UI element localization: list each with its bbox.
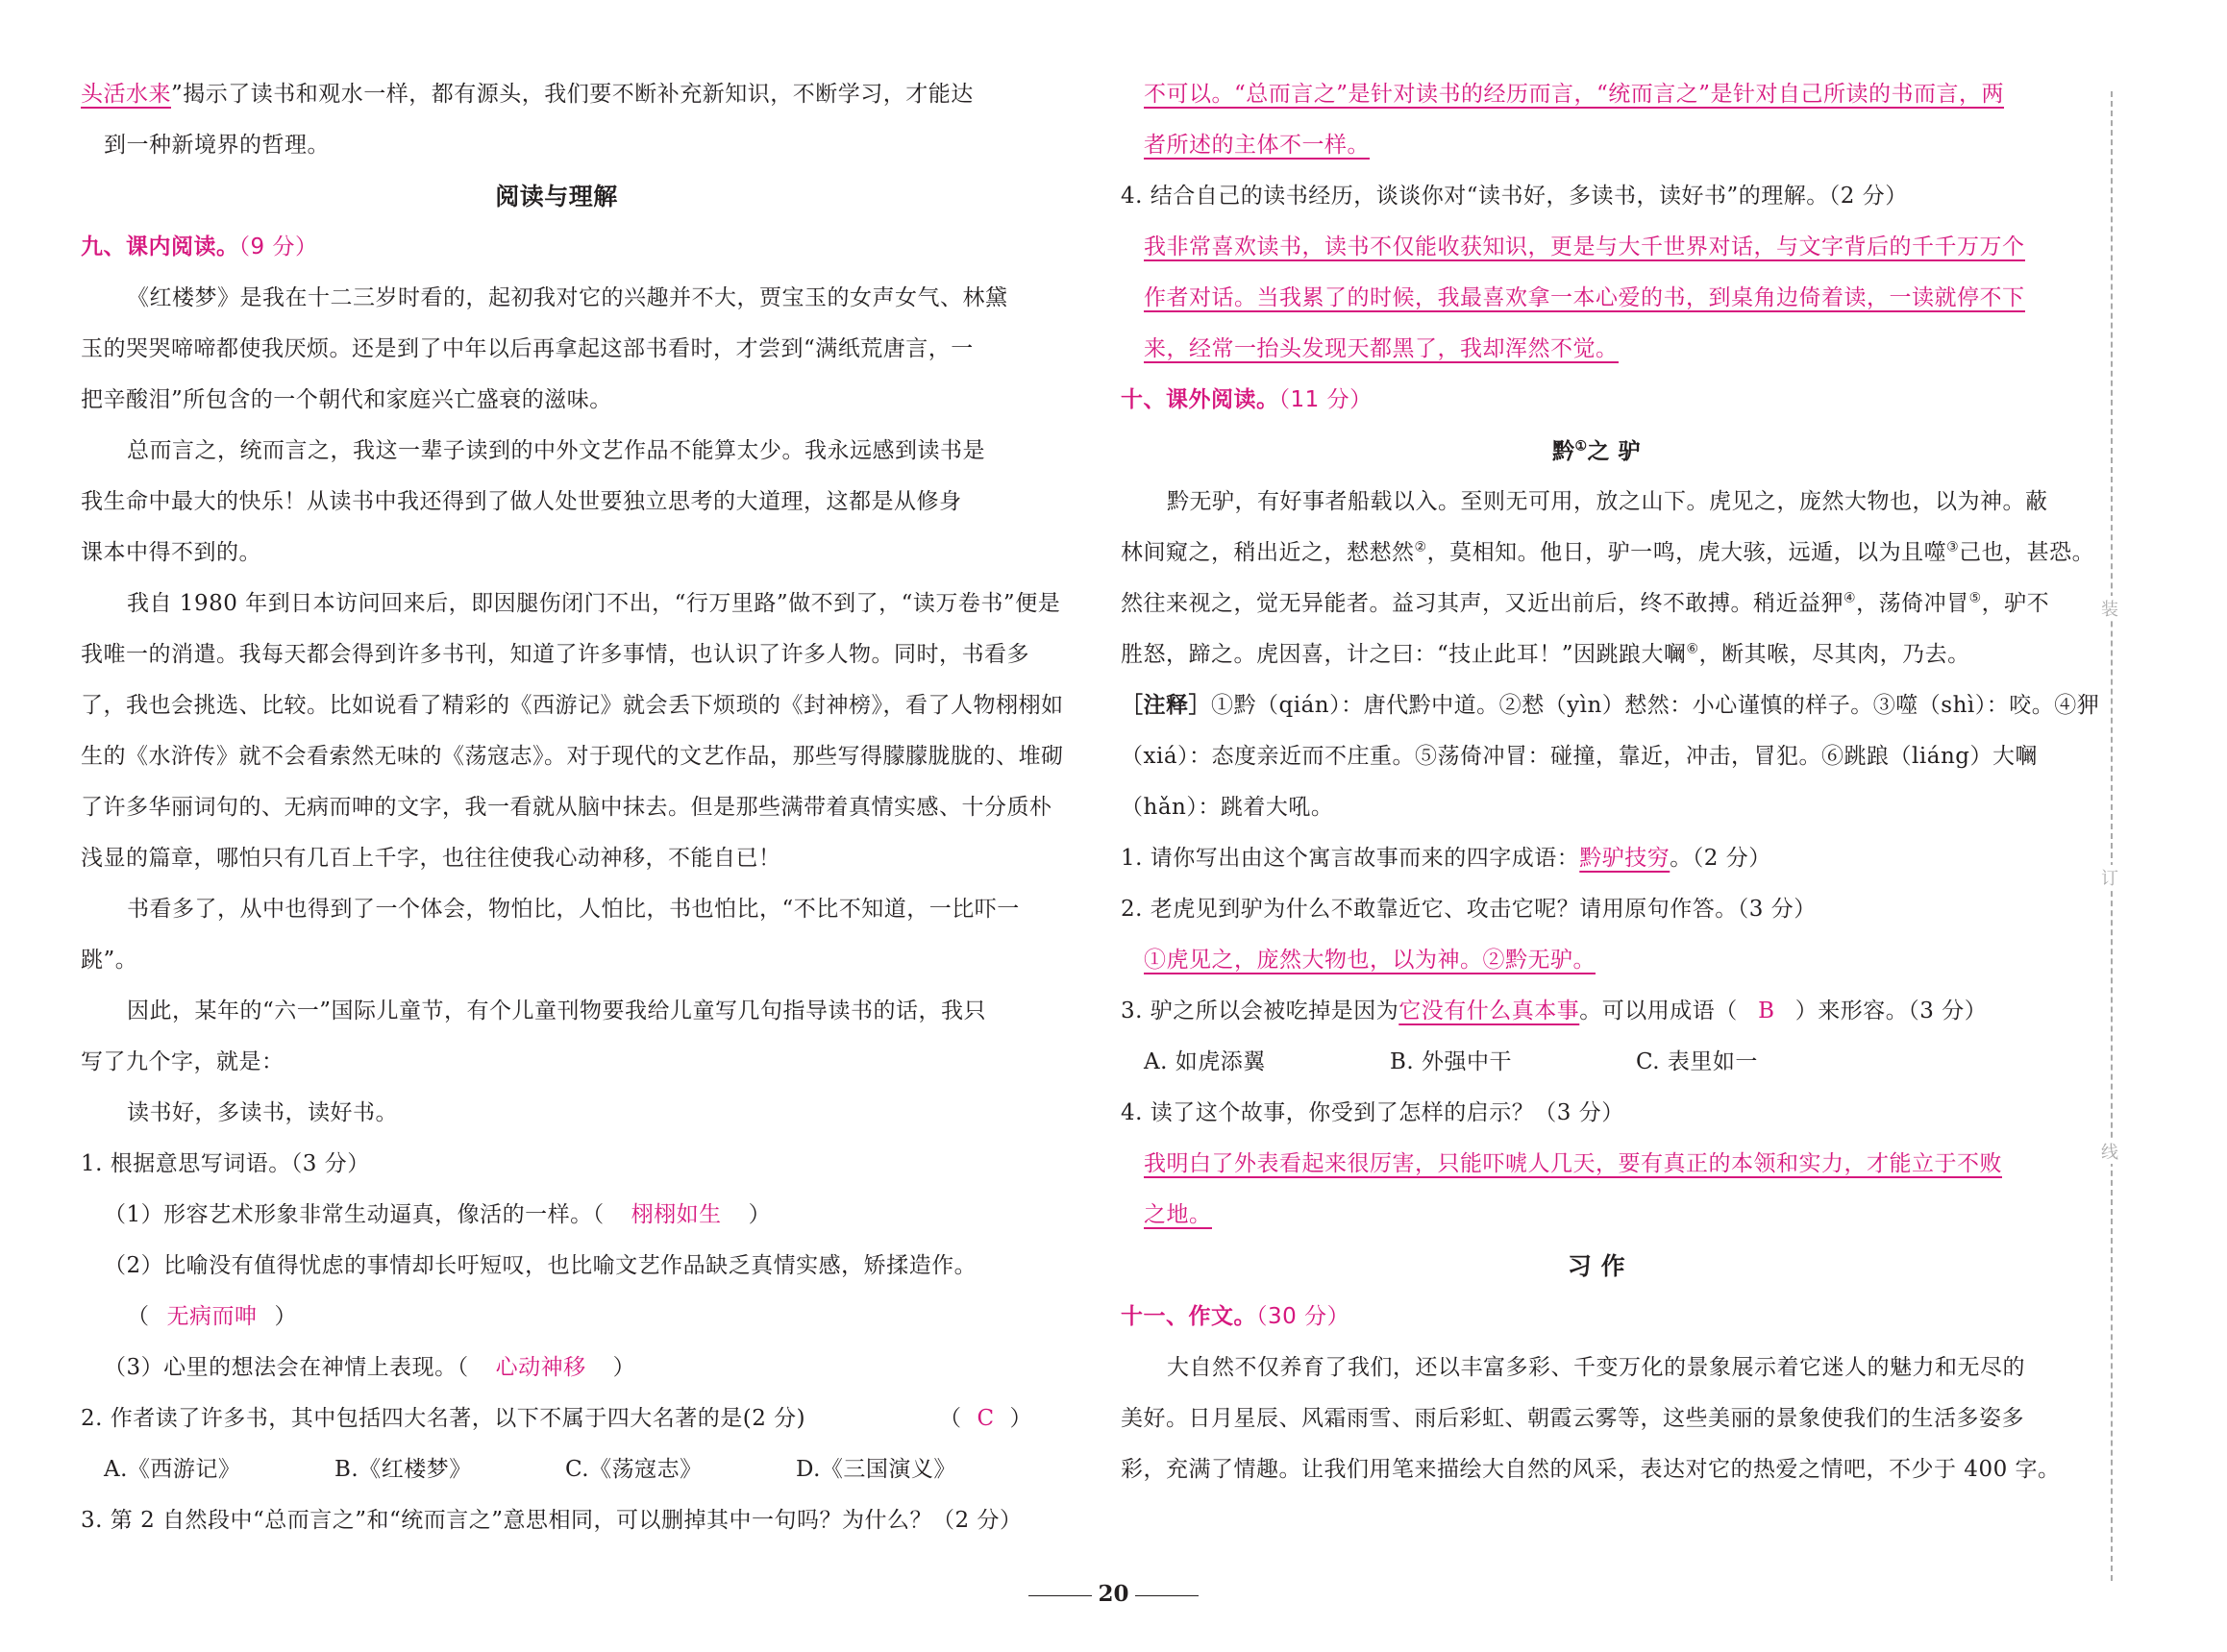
question-text: 。可以用成语（ [1579, 999, 1738, 1023]
composition-line: 彩，充满了情趣。让我们用笔来描绘大自然的风采，表达对它的热爱之情吧，不少于 400 字。 [1121, 1457, 2061, 1482]
line: 到一种新境界的哲理。 [104, 133, 330, 158]
line [81, 69, 1032, 120]
answer-bracket [939, 1393, 1032, 1444]
option-b: B.《红楼梦》 [334, 1457, 472, 1482]
answer-text: 它没有什么真本事 [1398, 999, 1580, 1023]
question-text: ）来形容。（3 分） [1794, 999, 1988, 1023]
question-text: （1）形容艺术形象非常生动逼真，像活的一样。（ [104, 1202, 605, 1227]
question-2 [81, 1393, 1032, 1444]
question-text: 1. 请你写出由这个寓言故事而来的四字成语： [1121, 846, 1580, 871]
paren: ） [1009, 1406, 1032, 1431]
paragraph-line: 把辛酸泪”所包含的一个朝代和家庭兴亡盛衰的滋味。 [81, 387, 612, 412]
question-2-options [81, 1444, 1032, 1495]
paragraph-line: 我生命中最大的快乐！从读书中我还得到了做人处世要独立思考的大道理，这都是从修身 [81, 489, 962, 514]
answer-blank: 无病而呻 [166, 1304, 258, 1329]
option-c: C.《荡寇志》 [565, 1457, 703, 1482]
notes-label: ［注释］ [1121, 693, 1211, 718]
answer-line [1121, 1190, 2072, 1241]
paragraph-line: 生的《水浒传》就不会看索然无味的《荡寇志》。对于现代的文艺作品，那些写得朦朦胧胧的、堆砌 [81, 744, 1064, 769]
paragraph-line: 玉的哭哭啼啼都使我厌烦。还是到了中年以后再拿起这部书看时，才尝到“满纸荒唐言，一 [81, 336, 974, 361]
paragraph-line: 课本中得不到的。 [81, 540, 261, 565]
story-line [1121, 629, 2072, 680]
text: 林间窥之，稍出近之，慭慭然 [1121, 540, 1415, 565]
section-label: 十一、作文。 [1121, 1304, 1256, 1329]
footer-dash [1028, 1595, 1092, 1596]
answer-blank: 心动神移 [495, 1355, 586, 1380]
paren: ） [748, 1202, 772, 1227]
answer-choice: C [977, 1406, 995, 1431]
title-text: 黔 [1551, 438, 1575, 464]
footnote-mark: ④ [1843, 590, 1857, 606]
option-a: A. 如虎添翼 [1144, 1049, 1266, 1074]
footer-dash [1135, 1595, 1199, 1596]
answer-line [1121, 69, 2072, 120]
page-footer [0, 1581, 2227, 1607]
text: ，荡倚冲冒 [1856, 591, 1969, 616]
text: 己也，甚恐。 [1959, 540, 2095, 565]
section-score: （30 分） [1256, 1304, 1350, 1329]
question-4: 4. 结合自己的读书经历，谈谈你对“读书好，多读书，读好书”的理解。（2 分） [1121, 184, 1908, 209]
text: ，驴不 [1981, 591, 2050, 616]
question-1: 1. 根据意思写词语。（3 分） [81, 1151, 370, 1176]
paragraph-line: 了许多华丽词句的、无病而呻的文字，我一看就从脑中抹去。但是那些满带着真情实感、十分质朴 [81, 795, 1052, 820]
composition-line: 大自然不仅养育了我们，还以丰富多彩、千变万化的景象展示着它迷人的魅力和无尽的 [1167, 1355, 2025, 1380]
answer-choice: B [1758, 999, 1775, 1023]
question-1-2-answer [81, 1292, 1032, 1343]
question-text: 。（2 分） [1670, 846, 1771, 871]
section-title-11 [1121, 1292, 2072, 1343]
paragraph-line: 总而言之，统而言之，我这一辈子读到的中外文艺作品不能算太少。我永远感到读书是 [127, 438, 985, 463]
paragraph-line: 了，我也会挑选、比较。比如说看了精彩的《西游记》就会丢下烦琐的《封神榜》，看了人物栩栩如 [81, 693, 1064, 718]
composition-line: 美好。日月星辰、风霜雨雪、雨后彩虹、朝霞云雾等，这些美丽的景象使我们的生活多姿多 [1121, 1406, 2024, 1431]
answer-text: 来，经常一抬头发现天都黑了，我却浑然不觉。 [1144, 336, 1619, 361]
question-text: 3. 驴之所以会被吃掉是因为 [1121, 999, 1399, 1023]
answer-text: ①虎见之，庞然大物也，以为神。②黔无驴。 [1144, 948, 1596, 973]
reading-question-2: 2. 老虎见到驴为什么不敢靠近它、攻击它呢？请用原句作答。（3 分） [1121, 897, 1817, 922]
binding-line [2111, 91, 2113, 1581]
text: 胜怒，蹄之。虎因喜，计之曰：“技止此耳！”因跳踉大㘎 [1121, 642, 1687, 667]
answer-text: 者所述的主体不一样。 [1144, 133, 1370, 158]
footnote-mark: ⑥ [1686, 641, 1699, 657]
notes-line: （hǎn）：跳着大吼。 [1121, 795, 1334, 820]
story-title [1121, 426, 2072, 477]
answer-text: 不可以。“总而言之”是针对读书的经历而言，“统而言之”是针对自己所读的书而言，两 [1144, 82, 2005, 107]
notes-line [1121, 680, 2100, 731]
section-title-10 [1121, 375, 2072, 426]
question-1-3 [81, 1343, 1032, 1393]
story-line [1121, 528, 2095, 579]
answer-line [1121, 324, 2072, 375]
text: ”揭示了读书和观水一样，都有源头，我们要不断补充新知识，不断学习，才能达 [171, 82, 974, 107]
answer-line [1121, 273, 2072, 324]
option-c: C. 表里如一 [1636, 1049, 1758, 1074]
question-text: （3）心里的想法会在神情上表现。（ [104, 1355, 469, 1380]
title-text: 之 驴 [1587, 438, 1642, 464]
question-text: 2. 作者读了许多书，其中包括四大名著，以下不属于四大名著的是(2 分) [81, 1406, 806, 1431]
story-line: 黔无驴，有好事者船载以入。至则无可用，放之山下。虎见之，庞然大物也，以为神。蔽 [1167, 489, 2048, 514]
answer-line [1121, 935, 2072, 986]
paragraph-line: 跳”。 [81, 948, 138, 973]
option-b: B. 外强中干 [1390, 1049, 1513, 1074]
option-d: D.《三国演义》 [796, 1457, 956, 1482]
paragraph-line: 《红楼梦》是我在十二三岁时看的，起初我对它的兴趣并不大，贾宝玉的女声女气、林黛 [127, 285, 1008, 310]
binding-mark: 订 [2101, 865, 2118, 890]
text: ，莫相知。他日，驴一鸣，虎大骇，远遁，以为且噬 [1426, 540, 1947, 565]
text: 然往来视之，觉无异能者。益习其声，又近出前后，终不敢搏。稍近益狎 [1121, 591, 1843, 616]
footnote-mark: ⑤ [1968, 590, 1982, 606]
reading-question-3-options [1121, 1037, 2072, 1088]
right-column [1121, 69, 2100, 1495]
answer-text: 我非常喜欢读书，读书不仅能收获知识，更是与大千世界对话，与文字背后的千千万万个 [1144, 234, 2025, 259]
binding-mark: 装 [2101, 596, 2118, 621]
answer-line [1121, 1139, 2072, 1190]
paren: （ [127, 1304, 150, 1329]
section-heading: 习 作 [1567, 1252, 1626, 1280]
footnote-mark: ③ [1946, 539, 1960, 555]
answer-line [1121, 222, 2072, 273]
section-label: 十、课外阅读。 [1121, 387, 1279, 412]
option-a: A.《西游记》 [104, 1457, 241, 1482]
section-score: （11 分） [1278, 387, 1373, 412]
paren: ） [274, 1304, 297, 1329]
paragraph-line: 我自 1980 年到日本访问回来后，即因腿伤闭门不出，“行万里路”做不到了，“读万卷书”便是 [127, 591, 1061, 616]
paragraph-line: 因此，某年的“六一”国际儿童节，有个儿童刊物要我给儿童写几句指导读书的话，我只 [127, 999, 987, 1023]
reading-question-3 [1121, 986, 2072, 1037]
question-1-1 [81, 1190, 1032, 1241]
section-heading: 阅读与理解 [495, 183, 618, 210]
section-score: （9 分） [238, 234, 318, 259]
answer-text: 黔驴技穷 [1579, 846, 1670, 871]
answer-text: 我明白了外表看起来很厉害，只能吓唬人几天，要有真正的本领和实力，才能立于不败 [1144, 1151, 2002, 1176]
footnote-mark: ② [1414, 539, 1427, 555]
paragraph-line: 浅显的篇章，哪怕只有几百上千字，也往往使我心动神移，不能自已！ [81, 846, 781, 871]
answer-line [1121, 120, 2072, 171]
paren: ） [612, 1355, 636, 1380]
text: ，断其喉，尽其肉，乃去。 [1698, 642, 1970, 667]
reading-question-4: 4. 读了这个故事，你受到了怎样的启示？（3 分） [1121, 1100, 1624, 1125]
footnote-mark: ① [1574, 438, 1588, 455]
answer-text: 作者对话。当我累了的时候，我最喜欢拿一本心爱的书，到桌角边倚着读，一读就停不下 [1144, 285, 2025, 310]
answer-blank: 栩栩如生 [631, 1202, 722, 1227]
section-label: 九、课内阅读。 [81, 234, 239, 259]
left-column [81, 69, 1064, 1546]
paragraph-line: 写了九个字，就是： [81, 1049, 285, 1074]
notes-line: （xiá）：态度亲近而不庄重。⑤荡倚冲冒：碰撞，靠近，冲击，冒犯。⑥跳踉（liáng）大㘎 [1121, 744, 2038, 769]
paragraph-line: 书看多了，从中也得到了一个体会，物怕比，人怕比，书也怕比，“不比不知道，一比吓一 [127, 897, 1020, 922]
question-3: 3. 第 2 自然段中“总而言之”和“统而言之”意思相同，可以删掉其中一句吗？为什么？（2 分） [81, 1508, 1023, 1533]
answer-text: 之地。 [1144, 1202, 1212, 1227]
reading-question-1 [1121, 833, 2072, 884]
paragraph-line: 我唯一的消遣。我每天都会得到许多书刊，知道了许多事情，也认识了许多人物。同时，书看多 [81, 642, 1029, 667]
binding-mark: 线 [2101, 1139, 2118, 1164]
story-line [1121, 579, 2072, 629]
section-title-9 [81, 222, 1032, 273]
question-1-2: （2）比喻没有值得忧虑的事情却长吁短叹，也比喻文艺作品缺乏真情实感，矫揉造作。 [104, 1253, 977, 1278]
page-number: 20 [1098, 1581, 1129, 1607]
paragraph-line: 读书好，多读书，读好书。 [127, 1100, 398, 1125]
answer-text: 头活水来 [81, 82, 171, 107]
text: ①黔（qián）：唐代黔中道。②慭（yìn）慭然：小心谨慎的样子。③噬（shì）：咬。④狎 [1211, 693, 2100, 718]
paren: （ [939, 1406, 962, 1431]
